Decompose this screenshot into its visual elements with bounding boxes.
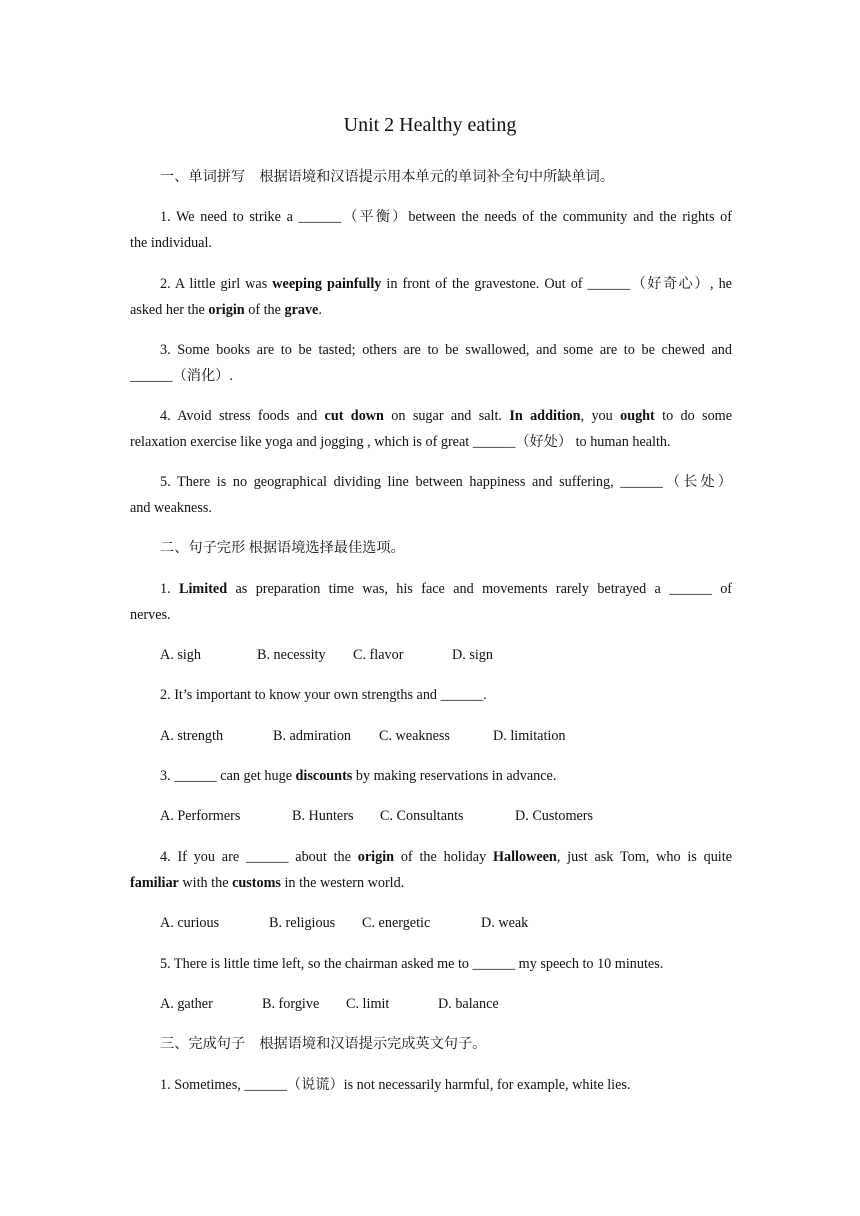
- bold-phrase: origin: [208, 302, 245, 318]
- option-b: B. religious: [269, 915, 336, 931]
- s2-q2-line1: 2. It’s important to know your own strengths and ______.: [160, 687, 487, 703]
- section1-heading: 一、单词拼写 根据语境和汉语提示用本单元的单词补全句中所缺单词。: [160, 169, 615, 185]
- bold-phrase: cut down: [324, 408, 384, 424]
- bold-phrase: Halloween: [492, 849, 557, 865]
- text-run: 4. Avoid stress foods and: [160, 408, 325, 424]
- option-b: B. necessity: [257, 647, 326, 663]
- option-a: A. gather: [160, 996, 213, 1012]
- text-run: as preparation time was, his face and movements rarely betrayed a ______ of: [227, 581, 733, 597]
- bold-phrase: Limited: [179, 581, 228, 597]
- option-c: C. flavor: [353, 647, 404, 663]
- s2-q4-line2: [130, 870, 732, 896]
- option-d: D. weak: [481, 915, 529, 931]
- s1-q5-line2: and weakness.: [130, 500, 212, 516]
- text-run: 4. If you are ______ about the: [160, 849, 358, 865]
- text-run: asked her the: [130, 302, 209, 318]
- s3-q1-line1: 1. Sometimes, ______（说谎）is not necessarily harmful, for example, white lies.: [160, 1077, 631, 1093]
- text-run: 3. ______ can get huge: [160, 768, 296, 784]
- section2-heading: 二、句子完形 根据语境选择最佳选项。: [160, 540, 405, 556]
- text-run: by making reservations in advance.: [352, 768, 557, 784]
- text-run: .: [318, 302, 322, 318]
- text-run: of the: [244, 302, 285, 318]
- text-run: 2. A little girl was: [160, 276, 273, 292]
- option-d: D. sign: [452, 647, 493, 663]
- text-run: , just ask Tom, who is quite: [556, 849, 732, 865]
- option-a: A. sigh: [160, 647, 201, 663]
- text-run: with the: [178, 875, 233, 891]
- option-a: A. strength: [160, 728, 224, 744]
- bold-phrase: weeping painfully: [272, 276, 382, 292]
- text-run: 1.: [160, 581, 180, 597]
- s1-q5-line1: 5. There is no geographical dividing line between happiness and suffering, ______（长处）: [160, 474, 732, 490]
- option-d: D. Customers: [515, 808, 594, 824]
- option-a: A. Performers: [160, 808, 241, 824]
- s1-q4-line1: [160, 403, 732, 429]
- option-d: D. limitation: [493, 728, 566, 744]
- text-run: in the western world.: [280, 875, 405, 891]
- text-run: in front of the gravestone. Out of ______（好奇心）, he: [381, 276, 732, 292]
- bold-phrase: origin: [357, 849, 395, 865]
- option-b: B. admiration: [273, 728, 352, 744]
- bold-phrase: customs: [232, 875, 281, 891]
- bold-phrase: discounts: [295, 768, 353, 784]
- bold-phrase: ought: [620, 408, 655, 424]
- s1-q4-line2: relaxation exercise like yoga and jogging , which is of great ______（好处） to human health.: [130, 434, 671, 450]
- s2-q1-line1: [160, 576, 732, 602]
- s1-q3-line2: ______（消化）.: [130, 368, 233, 384]
- s1-q2-line1: [160, 271, 732, 297]
- bold-phrase: familiar: [130, 875, 179, 891]
- s2-q1-line2: nerves.: [130, 607, 171, 623]
- page-title: Unit 2 Healthy eating: [343, 114, 517, 136]
- s2-q5-line1: 5. There is little time left, so the chairman asked me to ______ my speech to 10 minutes.: [160, 956, 664, 972]
- text-run: of the holiday: [394, 849, 493, 865]
- s1-q1-line2: the individual.: [130, 235, 212, 251]
- text-run: to do some: [654, 408, 733, 424]
- s1-q2-line2: [130, 297, 732, 323]
- option-c: C. energetic: [362, 915, 431, 931]
- option-c: C. Consultants: [380, 808, 464, 824]
- s2-q3-line1: [160, 763, 732, 789]
- s1-q3-line1: 3. Some books are to be tasted; others are to be swallowed, and some are to be chewed and: [160, 342, 732, 358]
- text-run: , you: [580, 408, 621, 424]
- option-b: B. forgive: [262, 996, 320, 1012]
- option-d: D. balance: [438, 996, 499, 1012]
- section3-heading: 三、完成句子 根据语境和汉语提示完成英文句子。: [160, 1036, 487, 1052]
- bold-phrase: grave: [284, 302, 319, 318]
- text-run: on sugar and salt.: [383, 408, 510, 424]
- s1-q1-line1: 1. We need to strike a ______（平衡）between the needs of the community and the rights of: [160, 209, 732, 225]
- option-b: B. Hunters: [292, 808, 354, 824]
- option-c: C. weakness: [379, 728, 450, 744]
- bold-phrase: In addition: [509, 408, 581, 424]
- option-a: A. curious: [160, 915, 220, 931]
- s2-q4-line1: [160, 844, 732, 870]
- option-c: C. limit: [346, 996, 390, 1012]
